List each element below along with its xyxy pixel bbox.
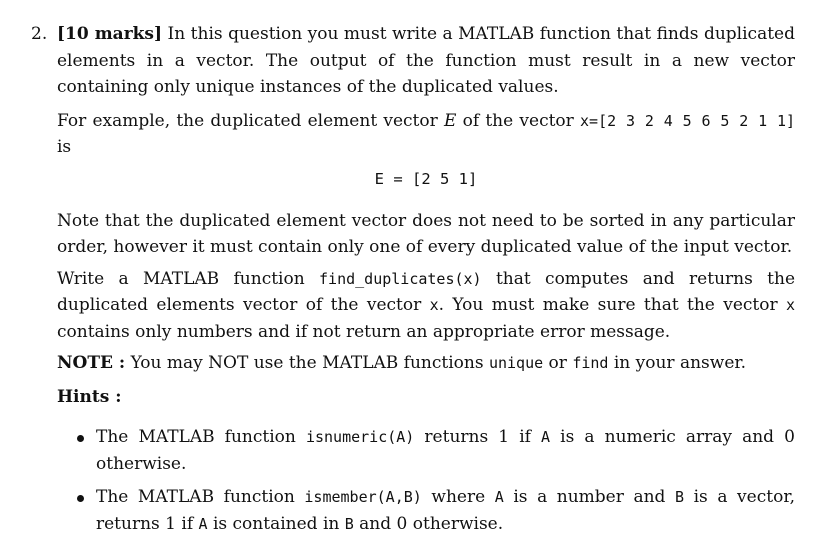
task-mid2: . You must make sure that the vector [438, 295, 778, 315]
hint2-arg-b: B [675, 488, 685, 506]
note-code-unique: unique [488, 354, 544, 372]
example-var-e: E [443, 110, 457, 131]
note-paragraph [57, 350, 795, 377]
question-number: 2. [31, 24, 48, 44]
hint2-mid: where [431, 487, 486, 507]
hints-heading: Hints : [57, 386, 122, 407]
hint1-code: isnumeric(A) [305, 428, 415, 446]
hint2-lead: The MATLAB function [96, 487, 295, 507]
note-tail: in your answer. [613, 353, 747, 373]
hint1-tail: is a numeric array and 0 otherwise. [96, 427, 795, 474]
task-x1-code: x [429, 296, 439, 314]
hint2-arg-a: A [494, 488, 504, 506]
hint2-mid2: is a number and [513, 487, 666, 507]
note-code-find: find [572, 354, 609, 372]
task-tail: contains only numbers and if not return an appropriate error message. [57, 321, 671, 342]
task-paragraph [57, 266, 795, 346]
hint-item-isnumeric [57, 424, 795, 477]
note-mid: or [548, 353, 567, 373]
marks-label: [10 marks] [57, 24, 163, 44]
task-x2-code: x [786, 296, 796, 314]
hint2-tail: and 0 otherwise. [359, 513, 504, 534]
example-result: E = [2 5 1] [374, 169, 478, 188]
hint2-arg-b2: B [344, 514, 354, 533]
order-note-paragraph: Note that the duplicated element vector does not need to be sorted in any particular order, however it must contain only one of every duplicated value of the input vector. [57, 210, 795, 257]
intro-text: In this question you must write a MATLAB function that finds duplicated elements in a vector. The output of the function must result in a new vector containing only unique instances of the duplicated values. [57, 24, 795, 97]
task-func-code: find_duplicates(x) [319, 269, 482, 288]
intro-paragraph [57, 21, 795, 101]
bullet-icon [77, 435, 84, 442]
task-lead: Write a MATLAB function [57, 268, 305, 289]
note-label: NOTE : [57, 353, 126, 373]
example-tail: is [57, 137, 72, 157]
question-body [57, 21, 795, 544]
hint1-lead: The MATLAB function [96, 427, 296, 447]
hint2-arg-a2: A [198, 514, 208, 533]
example-paragraph [57, 108, 795, 161]
task-mid: that computes and returns the duplicated elements vector of the vector [57, 268, 796, 315]
hint2-code: ismember(A,B) [304, 488, 422, 506]
hint2-mid3: is a vector, returns 1 if [96, 487, 795, 534]
example-lead: For example, the duplicated element vector [57, 110, 438, 131]
example-mid: of the vector [462, 110, 574, 131]
example-vector-code: x=[2 3 2 4 5 6 5 2 1 1] [580, 111, 796, 130]
bullet-icon [77, 495, 84, 502]
hint2-mid4: is contained in [212, 513, 340, 534]
note-lead: You may NOT use the MATLAB functions [130, 353, 484, 373]
hint1-mid: returns 1 if [424, 427, 531, 447]
hint-item-ismember [57, 484, 795, 537]
hints-list [57, 424, 795, 537]
hint1-arg: A [541, 428, 551, 446]
